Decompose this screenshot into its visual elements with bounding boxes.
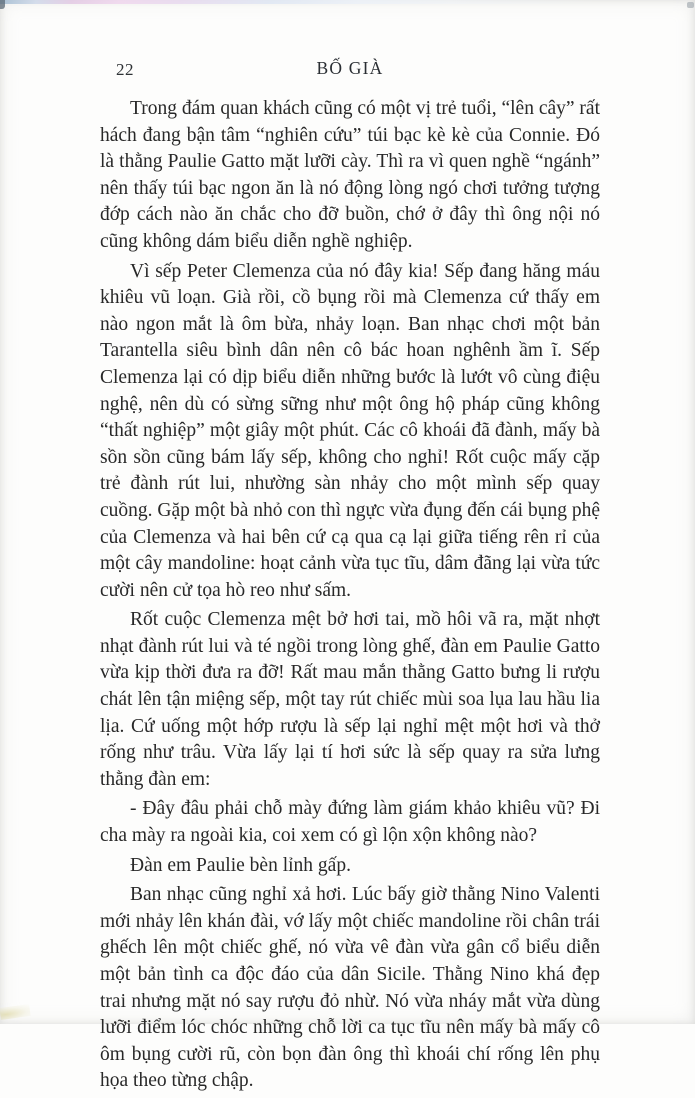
scan-artifact-top-right-mark <box>687 2 694 8</box>
body-paragraph: Đàn em Paulie bèn lỉnh gấp. <box>130 854 351 876</box>
running-title: BỐ GIÀ <box>316 58 384 78</box>
body-paragraph-dialogue: - Đây đâu phải chỗ mày đứng làm giám khảo khiêu vũ? Đi cha mày ra ngoài kia, coi xem có gì lộn xộn không nào? <box>100 798 600 847</box>
page-header <box>100 58 600 82</box>
body-paragraph: Ban nhạc cũng nghỉ xả hơi. Lúc bấy giờ thằng Nino Valenti mới nhảy lên khán đài, vớ lấy một chiếc mandoline rồi chân trái ghếch lên một chiếc ghế, nó vừa vê đàn vừa gân cổ biểu diễn một bản tình ca độc đáo của dân Sicile. Thằng Nino khá đẹp trai nhưng mặt nó say rượu đỏ nhừ. Nó vừa nháy mắt vừa dùng lưỡi điểm lóc chóc những chỗ lời ca tục tĩu nên mấy bà mấy cô ôm bụng cười rũ, còn bọn đàn ông thì khoái chí rống lên phụ họa theo từng chập. <box>100 884 600 1092</box>
scan-artifact-top-line <box>0 0 600 4</box>
scan-artifact-top-left-dot <box>0 0 5 9</box>
body-paragraph: Rốt cuộc Clemenza mệt bở hơi tai, mồ hôi vã ra, mặt nhợt nhạt đành rút lui và té ngồi trong lòng ghế, đàn em Paulie Gatto vừa kịp thời đưa ra đỡ! Rất mau mắn thằng Gatto bưng li rượu chát lên tận miệng sếp, một tay rút chiếc mùi soa lụa lau hầu lia lịa. Cứ uống một hớp rượu là sếp lại nghỉ mệt một hơi và thở rống như trâu. Vừa lấy lại tí hơi sức là sếp quay ra sửa lưng thằng đàn em: <box>100 609 600 790</box>
body-paragraph: Vì sếp Peter Clemenza của nó đây kia! Sếp đang hăng máu khiêu vũ loạn. Già rồi, cồ bụng rồi mà Clemenza cứ thấy em nào ngon mắt là ôm bừa, nhảy loạn. Ban nhạc chơi một bản Tarantella siêu bình dân nên cô bác hoan nghênh ầm ĩ. Sếp Clemenza lại có dịp biểu diễn những bước là lướt vô cùng điệu nghệ, nên dù có sừng sững như một ông hộ pháp cũng không “thất nghiệp” một giây một phút. Các cô khoái đã đành, mấy bà sồn sồn cũng bám lấy sếp, không cho nghỉ! Rốt cuộc mấy cặp trẻ đành rút lui, nhường sàn nhảy cho một mình sếp quay cuồng. Gặp một bà nhỏ con thì ngực vừa đụng đến cái bụng phệ của Clemenza và hai bên cứ cạ qua cạ lại giữa tiếng rên rỉ của một cây mandoline: hoạt cảnh vừa tục tĩu, dâm đãng lại vừa tức cười nên cử tọa hò reo như sấm. <box>100 260 600 601</box>
body-text-block <box>100 96 600 1098</box>
body-paragraph: Trong đám quan khách cũng có một vị trẻ tuổi, “lên cây” rất hách đang bận tâm “nghiên cứu” túi bạc kè kè của Connie. Đó là thằng Paulie Gatto mặt lưỡi cày. Thì ra vì quen nghề “ngánh” nên thấy túi bạc ngon ăn là nó động lòng ngó chơi tưởng tượng đớp cách nào ăn chắc cho đỡ buồn, chớ ở đây thì ông nội nó cũng không dám biểu diễn nghề nghiệp. <box>100 98 600 252</box>
page-number: 22 <box>116 60 134 79</box>
